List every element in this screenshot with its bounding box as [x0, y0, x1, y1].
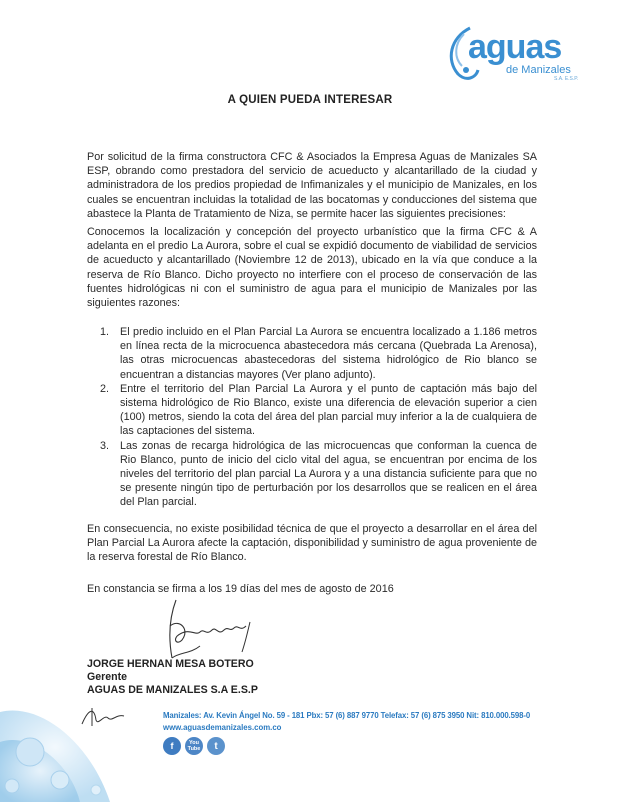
- list-item-number: 3.: [100, 439, 110, 452]
- list-item: [100, 325, 537, 382]
- twitter-icon[interactable]: t: [207, 737, 225, 755]
- paragraph-closing: En constancia se firma a los 19 días del mes de agosto de 2016: [87, 583, 394, 595]
- footer-address: Manizales: Av. Kevin Ángel No. 59 - 181 Pbx: 57 (6) 887 9770 Telefax: 57 (6) 875 3950 Nit: 810.000.598-0: [163, 711, 531, 720]
- signer-name: JORGE HERNAN MESA BOTERO: [87, 658, 254, 670]
- handwritten-signature: [150, 596, 260, 666]
- signer-company: AGUAS DE MANIZALES S.A E.S.P: [87, 684, 258, 697]
- youtube-icon[interactable]: You Tube: [185, 737, 203, 755]
- list-item-number: 2.: [100, 382, 110, 395]
- footer-website-link[interactable]: www.aguasdemanizales.com.co: [163, 723, 282, 732]
- paragraph-conclusion: En consecuencia, no existe posibilidad técnica de que el proyecto a desarrollar en el área del Plan Parcial La Aurora afecte la captación, disponibilidad y suministro de agua proveniente de la reserva forestal de Río Blanco.: [87, 523, 537, 564]
- logo-word: aguas: [468, 28, 562, 66]
- aguas-logo: [440, 24, 590, 84]
- paragraph-context: Conocemos la localización y concepción del proyecto urbanístico que la firma CFC & A adelanta en el predio La Aurora, sobre el cual se expidió documento de viabilidad de servicios de acueducto y alcantarillado (Noviembre 12 de 2013), ubicado en la vía que conduce a la reserva de Río Blanco. Dicho proyecto no interfiere con el proceso de conservación de las fuentes hidrológicas ni con el suministro de agua para el municipio de Manizales por las siguientes razones:: [87, 226, 537, 310]
- list-item: [100, 439, 537, 510]
- list-item-text: Entre el territorio del Plan Parcial La Aurora y el punto de captación más bajo del sistema hidrológico de Rio Blanco, existe una diferencia de elevación superior a cien (100) metros, siendo la cota del área del plan parcial muy inferior a la de cualquiera de las captaciones del sistema.: [120, 382, 537, 438]
- social-links: [163, 737, 225, 755]
- list-item-text: Las zonas de recarga hidrológica de las microcuencas que conforman la cuenca de Rio Blanco, punto de inicio del ciclo vital del agua, se encuentran por encima de los niveles del territorio del plan parcial La Aurora y a una distancia suficiente para que no se presente ningún tipo de perturbación por los desarrollos que se realicen en el área del Plan parcial.: [120, 439, 537, 509]
- logo-tag: S.A. E.S.P.: [554, 76, 579, 82]
- list-item-text: El predio incluido en el Plan Parcial La Aurora se encuentra localizado a 1.186 metros en línea recta de la microcuenca abastecedora más cercana (Quebrada La Arenosa), las otras microcuencas abastecedoras del sistema hidrológico de Rio blanco se encuentran a distancias mayores (Ver plano adjunto).: [120, 326, 537, 381]
- page-title: A QUIEN PUEDA INTERESAR: [227, 94, 393, 106]
- facebook-icon[interactable]: f: [163, 737, 181, 755]
- list-item: [100, 382, 537, 439]
- signer-role: Gerente: [87, 671, 128, 684]
- logo-subtitle: de Manizales: [506, 64, 571, 76]
- initials-mark: [78, 700, 128, 730]
- paragraph-intro: Por solicitud de la firma constructora CFC & Asociados la Empresa Aguas de Manizales SA ESP, obrando como prestadora del servicio de acueducto y alcantarillado de la ciudad y administradora de los predios propiedad de Infimanizales y el municipio de Manizales, en los cuales se encuentran incluidas la totalidad de las bocatomas y conducciones del sistema que abastece la Planta de Tratamiento de Niza, se permite hacer las siguientes precisiones:: [87, 151, 537, 220]
- list-item-number: 1.: [100, 326, 110, 338]
- reasons-list: [100, 325, 537, 510]
